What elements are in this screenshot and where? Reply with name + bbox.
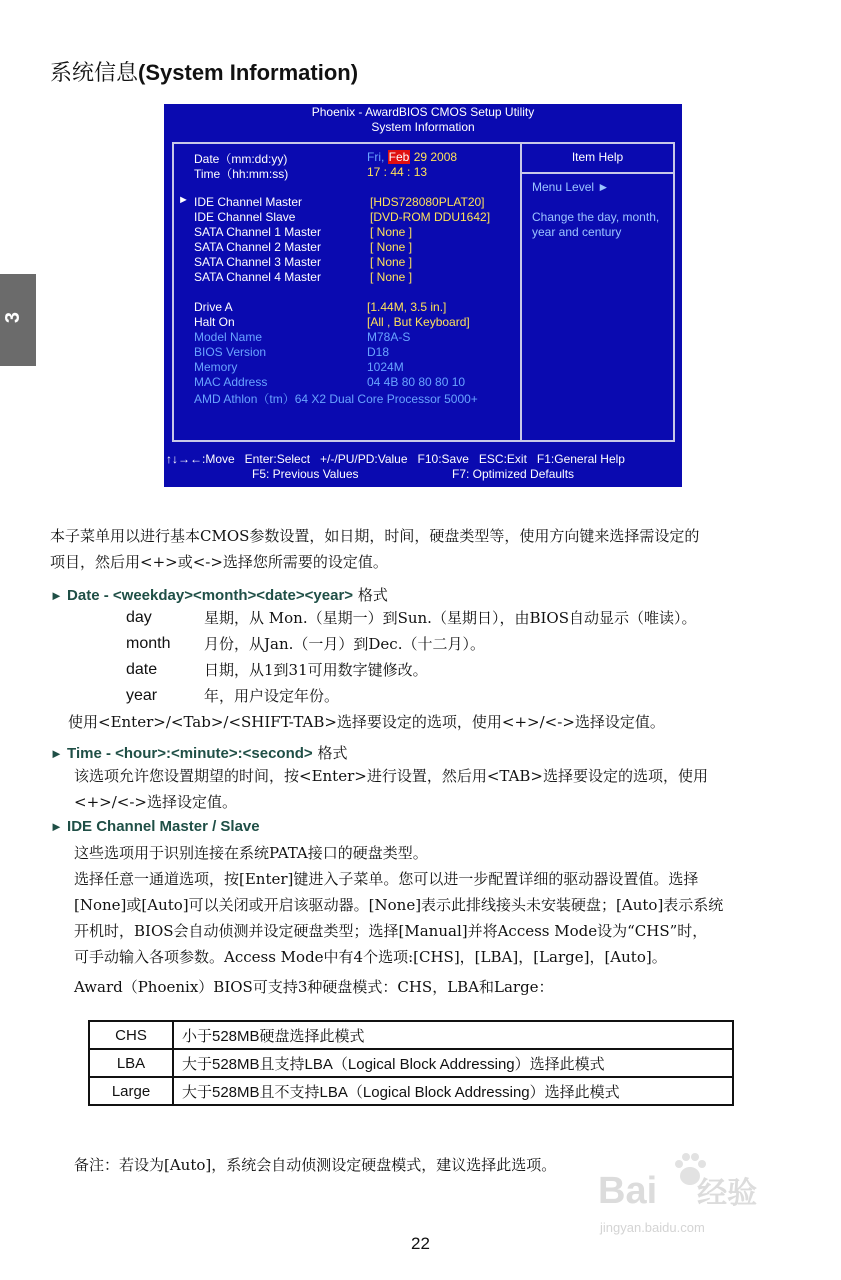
date-month-selected[interactable]: Feb [388,150,410,164]
bios-item-drive-a-label[interactable]: Drive A [194,300,233,314]
bios-item-ide-master-label[interactable]: IDE Channel Master [194,195,303,209]
table-row [89,1077,733,1105]
bios-header-subtitle: System Information [371,120,475,134]
watermark-logo-text: Bai [598,1170,658,1212]
baidu-watermark [598,1150,798,1235]
page-title-en: (System Information) [138,60,359,85]
bios-item-sata3-label[interactable]: SATA Channel 3 Master [194,255,321,269]
mode-name: Large [89,1077,173,1105]
ide-section-heading [50,818,260,835]
bios-footer-f7: F7: Optimized Defaults [452,467,575,481]
date-heading-text: Date - <weekday><month><date><year> [67,587,354,604]
ide-para-4: 开机时，BIOS会自动侦测并设定硬盘类型；选择[Manual]并将Access Mode设为“CHS”时， [74,922,708,940]
term-date-desc: 日期，从1到31可用数字键修改。 [204,661,428,679]
page-number: 22 [411,1234,430,1253]
bios-item-time-label[interactable]: Time（hh:mm:ss) [194,167,289,181]
time-heading-suffix: 格式 [312,744,348,762]
bios-item-model-label: Model Name [194,330,263,344]
bios-item-memory-label: Memory [194,360,238,374]
ide-para-3: [None]或[Auto]可以关闭或开启该驱动器。[None]表示此排线接头未安装硬盘；[Auto]表示系统 [74,896,724,914]
bios-item-version-label: BIOS Version [194,345,267,359]
bios-item-memory-value: 1024M [367,360,404,374]
hdd-mode-table [88,1020,734,1106]
bios-item-cpu: AMD Athlon（tm）64 X2 Dual Core Processor 5000+ [194,392,478,406]
page-title [50,56,358,87]
table-row [89,1021,733,1049]
help-text-line2: year and century [532,225,622,239]
date-weekday: Fri, [367,150,385,164]
watermark-logo-cn: 经验 [697,1176,758,1211]
bios-item-sata2-label[interactable]: SATA Channel 2 Master [194,240,321,254]
bios-item-sata4-label[interactable]: SATA Channel 4 Master [194,270,321,284]
bios-item-model-value: M78A-S [367,330,411,344]
mode-desc: 大于528MB且支持LBA（Logical Block Addressing）选择此模式 [173,1049,733,1077]
term-month: month [126,635,171,652]
mode-desc: 小于528MB硬盘选择此模式 [173,1021,733,1049]
time-desc-line1: 该选项允许您设置期望的时间，按<Enter>进行设置，然后用<TAB>选择要设定的选项，使用 [74,767,709,785]
bios-footer-keys: ↑↓→←:Move Enter:Select +/-/PU/PD:Value F10:Save ESC:Exit F1:General Help [166,452,625,466]
mode-desc: 大于528MB且不支持LBA（Logical Block Addressing）选择此模式 [173,1077,733,1105]
date-day-year: 29 2008 [413,150,458,164]
time-desc-line2: <+>/<->选择设定值。 [74,793,237,811]
triangle-bullet-icon: ► [50,588,63,603]
bios-item-time-value[interactable]: 17 : 44 : 13 [367,165,428,179]
term-year-desc: 年，用户设定年份。 [204,687,340,705]
bios-item-sata1-value[interactable]: [ None ] [370,225,413,239]
chapter-number: 3 [2,311,25,324]
bios-item-mac-value: 04 4B 80 80 80 10 [367,375,466,389]
ide-para-5: 可手动输入各项参数。Access Mode中有4个选项:[CHS]，[LBA]，[Large]，[Auto]。 [74,948,667,966]
term-day-desc: 星期，从 Mon.（星期一）到Sun.（星期日），由BIOS自动显示（唯读）。 [204,609,697,627]
selected-arrow-icon: ► [178,194,189,206]
ide-heading-text: IDE Channel Master / Slave [67,818,260,835]
watermark-url: jingyan.baidu.com [600,1220,705,1235]
help-text-line1: Change the day, month, [532,210,660,224]
bios-item-date-label[interactable]: Date（mm:dd:yy) [194,152,288,166]
bios-item-ide-master-value[interactable]: [HDS728080PLAT20] [370,195,485,209]
bios-item-date-value[interactable] [367,150,457,164]
bios-item-sata3-value[interactable]: [ None ] [370,255,413,269]
term-month-desc: 月份，从Jan.（一月）到Dec.（十二月）。 [204,635,485,653]
ide-para-2: 选择任意一通道选项，按[Enter]键进入子菜单。您可以进一步配置详细的驱动器设置值。选择 [74,870,699,888]
note-text: 备注：若设为[Auto]，系统会自动侦测设定硬盘模式，建议选择此选项。 [74,1156,557,1174]
term-date: date [126,661,158,678]
page-title-cn: 系统信息 [50,61,139,86]
ide-para-6: Award（Phoenix）BIOS可支持3种硬盘模式：CHS，LBA和Large： [74,978,554,996]
ide-para-1: 这些选项用于识别连接在系统PATA接口的硬盘类型。 [74,844,428,862]
intro-line2: 项目，然后用<+>或<->选择您所需要的设定值。 [50,553,388,571]
bios-item-sata4-value[interactable]: [ None ] [370,270,413,284]
bios-item-ide-slave-label[interactable]: IDE Channel Slave [194,210,296,224]
triangle-bullet-icon: ► [50,746,63,761]
date-heading-suffix: 格式 [353,586,388,604]
date-usage-note: 使用<Enter>/<Tab>/<SHIFT-TAB>选择要设定的选项，使用<+>/<->选择设定值。 [68,713,665,731]
bios-item-mac-label: MAC Address [194,375,268,389]
term-day: day [126,609,152,626]
time-heading-text: Time - <hour>:<minute>:<second> [67,745,313,762]
bios-item-version-value: D18 [367,345,390,359]
triangle-bullet-icon: ► [50,819,63,834]
chapter-tab [0,274,36,366]
bios-item-sata1-label[interactable]: SATA Channel 1 Master [194,225,321,239]
time-section-heading [50,742,347,763]
item-help-title: Item Help [571,150,624,164]
bios-screen [164,104,682,487]
bios-divider [520,142,522,442]
table-row [89,1049,733,1077]
help-menu-level: Menu Level ► [532,180,610,194]
term-year: year [126,687,158,704]
bios-item-halt-on-value[interactable]: [All , But Keyboard] [367,315,470,329]
intro-line1: 本子菜单用以进行基本CMOS参数设置，如日期，时间，硬盘类型等，使用方向键来选择需设定的 [50,527,700,545]
bios-item-sata2-value[interactable]: [ None ] [370,240,413,254]
bios-item-ide-slave-value[interactable]: [DVD-ROM DDU1642] [370,210,491,224]
mode-name: LBA [89,1049,173,1077]
bios-header-title: Phoenix - AwardBIOS CMOS Setup Utility [311,105,535,119]
bios-help-divider [522,172,673,174]
bios-footer-f5: F5: Previous Values [252,467,359,481]
bios-item-halt-on-label[interactable]: Halt On [194,315,235,329]
mode-name: CHS [89,1021,173,1049]
date-section-heading [50,584,388,605]
watermark-logo [598,1168,757,1213]
bios-item-drive-a-value[interactable]: [1.44M, 3.5 in.] [367,300,447,314]
